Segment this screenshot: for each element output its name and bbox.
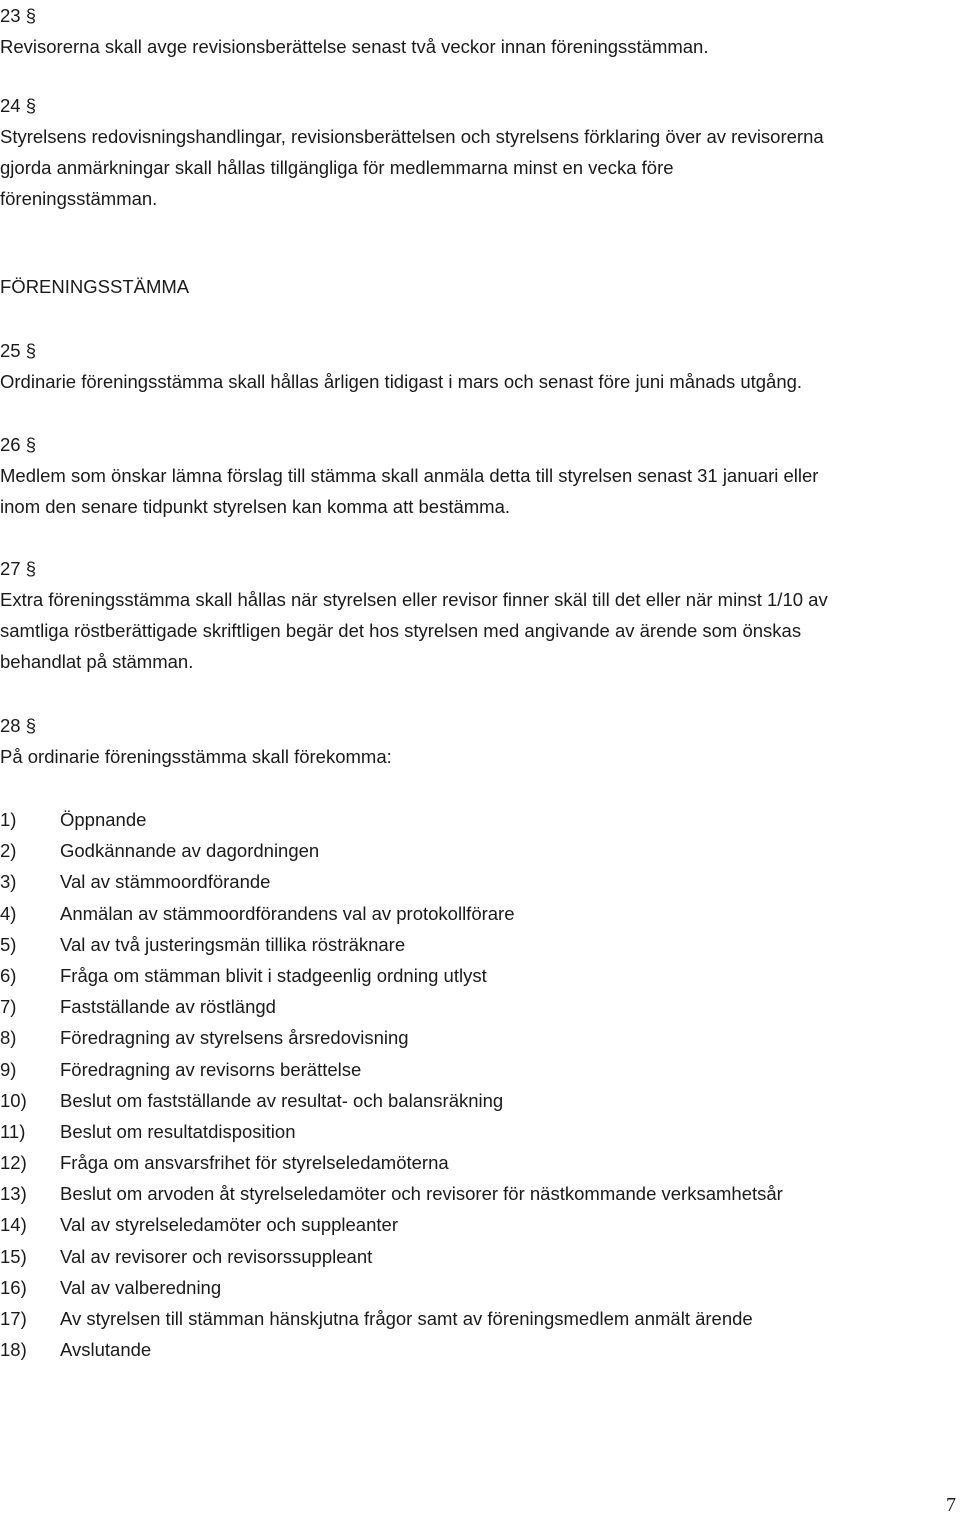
section-number: 28 § xyxy=(0,715,37,736)
list-item xyxy=(0,804,960,835)
section-25 xyxy=(0,335,960,397)
list-item xyxy=(0,929,960,960)
list-item-text: Beslut om fastställande av resultat- och balansräkning xyxy=(60,1089,504,1111)
list-item-number: 6) xyxy=(0,964,17,986)
page-number: 7 xyxy=(946,1494,956,1516)
list-item xyxy=(0,835,960,866)
list-item-text: Fastställande av röstlängd xyxy=(60,996,276,1018)
list-item-number: 8) xyxy=(0,1027,17,1049)
section-text-line: På ordinarie föreningsstämma skall förekomma: xyxy=(0,746,392,767)
list-item-number: 17) xyxy=(0,1308,27,1329)
section-number: 23 § xyxy=(0,5,37,26)
list-item-number: 1) xyxy=(0,809,17,830)
list-item-number: 12) xyxy=(0,1152,27,1174)
list-item-number: 13) xyxy=(0,1183,27,1205)
section-text-line: Revisorerna skall avge revisionsberättelse senast två veckor innan föreningsstämman. xyxy=(0,36,709,57)
list-item-text: Val av två justeringsmän tillika rösträknare xyxy=(60,933,406,955)
list-item xyxy=(0,1054,960,1085)
list-item xyxy=(0,1022,960,1053)
list-item-number: 7) xyxy=(0,996,17,1018)
section-text-line: Medlem som önskar lämna förslag till stämma skall anmäla detta till styrelsen senast 31 januari eller xyxy=(0,465,819,486)
list-item-text: Fråga om stämman blivit i stadgeenlig ordning utlyst xyxy=(60,964,487,986)
section-27 xyxy=(0,553,960,677)
list-item-text: Val av styrelseledamöter och suppleanter xyxy=(60,1214,398,1236)
section-text-line: föreningsstämman. xyxy=(0,188,158,209)
section-number: 26 § xyxy=(0,434,37,455)
section-text-line: gjorda anmärkningar skall hållas tillgängliga för medlemmarna minst en vecka före xyxy=(0,157,674,178)
list-item-text: Föredragning av styrelsens årsredovisning xyxy=(60,1027,409,1049)
list-item-text: Anmälan av stämmoordförandens val av protokollförare xyxy=(60,902,515,924)
section-text-line: Styrelsens redovisningshandlingar, revisionsberättelsen och styrelsens förklaring över av revisorerna xyxy=(0,126,824,147)
list-item xyxy=(0,1116,960,1147)
list-item xyxy=(0,1334,960,1365)
section-text-line: Extra föreningsstämma skall hållas när styrelsen eller revisor finner skäl till det eller när minst 1/10 av xyxy=(0,589,828,610)
list-item xyxy=(0,898,960,929)
list-item-number: 2) xyxy=(0,840,17,862)
list-item xyxy=(0,1272,960,1303)
list-item xyxy=(0,1209,960,1240)
list-item xyxy=(0,1241,960,1272)
section-text-line: inom den senare tidpunkt styrelsen kan komma att bestämma. xyxy=(0,496,511,517)
list-item xyxy=(0,991,960,1022)
agenda-list xyxy=(0,804,960,1365)
list-item-text: Val av valberedning xyxy=(60,1276,222,1298)
list-item-number: 11) xyxy=(0,1120,26,1142)
section-text-line: Ordinarie föreningsstämma skall hållas årligen tidigast i mars och senast före juni månads utgång. xyxy=(0,371,803,392)
list-item-text: Beslut om resultatdisposition xyxy=(60,1120,296,1142)
list-item-number: 18) xyxy=(0,1339,27,1361)
section-number: 27 § xyxy=(0,558,37,579)
list-item-number: 14) xyxy=(0,1214,27,1236)
list-item-number: 9) xyxy=(0,1058,17,1080)
section-23 xyxy=(0,0,960,62)
list-item-text: Val av stämmoordförande xyxy=(60,871,271,893)
chapter-heading: FÖRENINGSSTÄMMA xyxy=(0,276,190,297)
list-item xyxy=(0,960,960,991)
list-item xyxy=(0,1147,960,1178)
list-item-number: 4) xyxy=(0,902,17,924)
list-item-number: 16) xyxy=(0,1276,27,1298)
section-text-line: behandlat på stämman. xyxy=(0,651,194,672)
list-item-number: 10) xyxy=(0,1089,27,1111)
section-number: 24 § xyxy=(0,95,37,116)
list-item-number: 15) xyxy=(0,1245,27,1267)
list-item-text: Fråga om ansvarsfrihet för styrelseledamöterna xyxy=(60,1152,449,1174)
section-24 xyxy=(0,90,960,214)
list-item xyxy=(0,1303,960,1334)
section-text-line: samtliga röstberättigade skriftligen begär det hos styrelsen med angivande av ärende som önskas xyxy=(0,620,802,641)
section-26 xyxy=(0,429,960,522)
list-item-text: Avslutande xyxy=(60,1339,152,1361)
list-item-text: Godkännande av dagordningen xyxy=(60,840,320,862)
list-item-text: Av styrelsen till stämman hänskjutna frågor samt av föreningsmedlem anmält ärende xyxy=(60,1308,753,1329)
list-item xyxy=(0,866,960,897)
list-item-text: Öppnande xyxy=(60,809,147,830)
list-item-number: 3) xyxy=(0,871,17,893)
section-28 xyxy=(0,710,960,772)
chapter-heading-block xyxy=(0,271,960,302)
list-item-text: Föredragning av revisorns berättelse xyxy=(60,1058,362,1080)
section-number: 25 § xyxy=(0,340,37,361)
list-item xyxy=(0,1085,960,1116)
list-item xyxy=(0,1178,960,1209)
list-item-text: Beslut om arvoden åt styrelseledamöter och revisorer för nästkommande verksamhetsår xyxy=(60,1183,783,1205)
list-item-number: 5) xyxy=(0,933,17,955)
list-item-text: Val av revisorer och revisorssuppleant xyxy=(60,1245,373,1267)
